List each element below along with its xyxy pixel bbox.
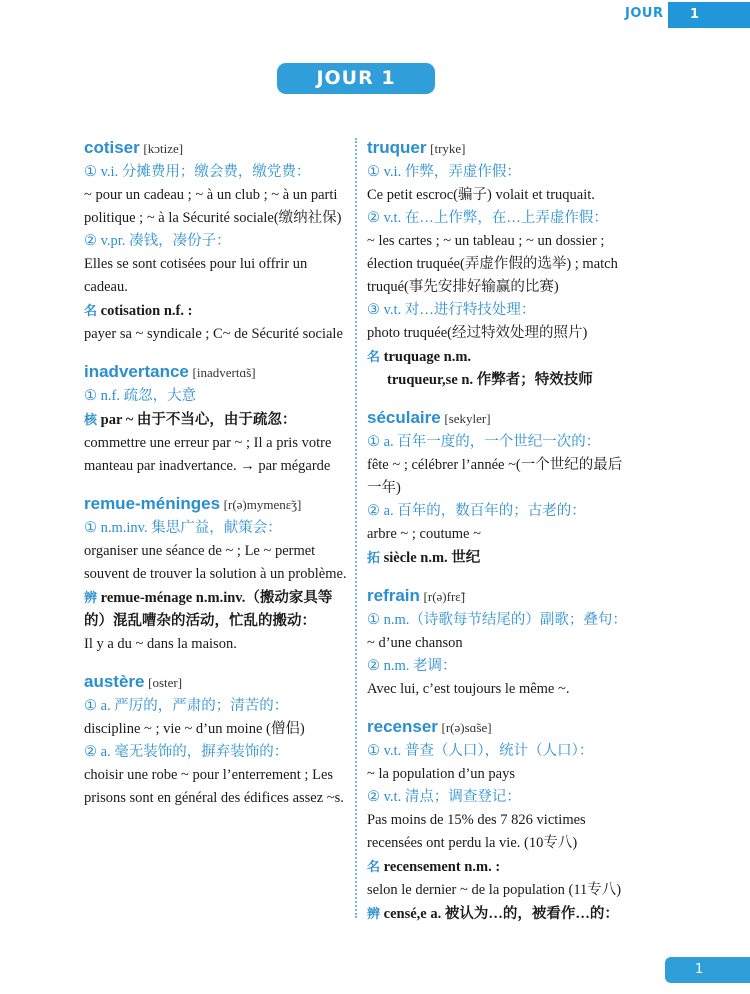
example: discipline ~ ; vie ~ d’un moine (僧侣) bbox=[84, 721, 305, 737]
sense-1: ① a. 百年一度的，一个世纪一次的： bbox=[367, 434, 601, 450]
example: ~ pour un cadeau ; ~ à un club ; ~ à un parti politique ; ~ à la Sécurité sociale(缴纳社保) bbox=[84, 187, 342, 226]
derivative: truqueur,se n. 作弊者；特效技师 bbox=[387, 372, 593, 388]
sense-2: ② a. 毫无装饰的，摒弃装饰的： bbox=[84, 744, 289, 760]
pronunciation: [sekyler] bbox=[444, 411, 491, 426]
derivative: truquage n.m. bbox=[383, 349, 472, 365]
derivative: remue-ménage n.m.inv.（搬动家具等的）混乱嘈杂的活动，忙乱的搬动： bbox=[84, 590, 333, 629]
example: Pas moins de 15% des 7 826 victimes recensées ont perdu la vie. (10专八) bbox=[367, 812, 586, 851]
sense-1: ① a. 严厉的，严肃的；清苦的： bbox=[84, 698, 289, 714]
headword: inadvertance bbox=[84, 362, 189, 381]
noun-mark-icon: 名 bbox=[367, 349, 381, 364]
headword: cotiser bbox=[84, 138, 140, 157]
page-number-tab: 1 bbox=[665, 957, 750, 983]
example: ~ d’une chanson bbox=[367, 635, 463, 651]
headword: truquer bbox=[367, 138, 427, 157]
example: commettre une erreur par ~ ; Il a pris votre manteau par inadvertance. → par mégarde bbox=[84, 435, 332, 474]
phrase: par ~ 由于不当心，由于疏忽： bbox=[100, 412, 297, 428]
sense-1: ① v.i. 分摊费用；缴会费，缴党费： bbox=[84, 164, 311, 180]
noun-mark-icon: 名 bbox=[367, 859, 381, 874]
left-column bbox=[84, 136, 350, 824]
example: selon le dernier ~ de la population (11专八) bbox=[367, 882, 622, 898]
example: Ce petit escroc(骗子) volait et truquait. bbox=[367, 187, 595, 203]
headword: recenser bbox=[367, 717, 438, 736]
example: photo truquée(经过特效处理的照片) bbox=[367, 325, 588, 341]
sense-1: ① v.t. 普查（人口），统计（人口）： bbox=[367, 743, 594, 759]
header-day-tab: 1 bbox=[668, 2, 750, 28]
extend-mark-icon: 拓 bbox=[367, 550, 381, 565]
sense-1: ① n.f. 疏忽，大意 bbox=[84, 388, 197, 404]
core-mark-icon: 核 bbox=[84, 412, 98, 427]
example: arbre ~ ; coutume ~ bbox=[367, 526, 481, 542]
sense-1: ① n.m.inv. 集思广益，献策会： bbox=[84, 520, 282, 536]
example: Avec lui, c’est toujours le même ~. bbox=[367, 681, 570, 697]
example: Elles se sont cotisées pour lui offrir un cadeau. bbox=[84, 256, 308, 295]
pronunciation: [r(ə)sɑ̃se] bbox=[441, 720, 492, 735]
pronunciation: [oster] bbox=[148, 675, 183, 690]
right-column bbox=[367, 136, 635, 940]
pronunciation: [tryke] bbox=[430, 141, 466, 156]
sense-2: ② v.t. 清点；调查登记： bbox=[367, 789, 521, 805]
distinguish-mark-icon: 辨 bbox=[367, 906, 381, 921]
example: Il y a du ~ dans la maison. bbox=[84, 636, 237, 652]
derivative: cotisation n.f. : bbox=[100, 303, 193, 319]
example: choisir une robe ~ pour l’enterrement ; Les prisons sont en général des édifices assez ~s. bbox=[84, 767, 344, 806]
entry-truquer bbox=[367, 136, 635, 392]
entry-seculaire bbox=[367, 406, 635, 570]
headword: austère bbox=[84, 672, 145, 691]
derivative: censé,e a. 被认为…的，被看作…的： bbox=[383, 906, 619, 922]
sense-2: ② n.m. 老调： bbox=[367, 658, 457, 674]
example: fête ~ ; célébrer l’année ~(一个世纪的最后一年) bbox=[367, 457, 623, 496]
entry-refrain bbox=[367, 584, 635, 701]
sense-2: ② a. 百年的，数百年的；古老的： bbox=[367, 503, 586, 519]
distinguish-mark-icon: 辨 bbox=[84, 590, 98, 605]
derivative: siècle n.m. 世纪 bbox=[383, 550, 481, 566]
pronunciation: [kɔtize] bbox=[143, 141, 184, 156]
headword: remue-méninges bbox=[84, 494, 221, 513]
example: ~ la population d’un pays bbox=[367, 766, 515, 782]
sense-3: ③ v.t. 对…进行特技处理： bbox=[367, 302, 536, 318]
sense-2: ② v.t. 在…上作弊，在…上弄虚作假： bbox=[367, 210, 608, 226]
header-day-word: JOUR bbox=[625, 6, 664, 21]
pronunciation: [inadvertɑ̃s] bbox=[192, 365, 256, 380]
entry-recenser bbox=[367, 715, 635, 926]
sense-1: ① v.i. 作弊，弄虚作假： bbox=[367, 164, 521, 180]
example: organiser une séance de ~ ; Le ~ permet souvent de trouver la solution à un problème. bbox=[84, 543, 347, 582]
headword: séculaire bbox=[367, 408, 441, 427]
noun-mark-icon: 名 bbox=[84, 303, 98, 318]
sense-1: ① n.m.（诗歌每节结尾的）副歌；叠句： bbox=[367, 612, 627, 628]
pronunciation: [r(ə)frɛ̃] bbox=[423, 589, 466, 604]
example: ~ les cartes ; ~ un tableau ; ~ un dossier ; élection truquée(弄虚作假的选举) ; match truqué(事先安排好输赢的比赛) bbox=[367, 233, 618, 295]
column-divider bbox=[355, 138, 357, 918]
sense-2: ② v.pr. 凑钱，凑份子： bbox=[84, 233, 231, 249]
pronunciation: [r(ə)mymenɛ̃ʒ] bbox=[223, 497, 302, 512]
example: payer sa ~ syndicale ; C~ de Sécurité sociale bbox=[84, 326, 343, 342]
derivative: recensement n.m. : bbox=[383, 859, 501, 875]
day-title-badge: JOUR 1 bbox=[277, 63, 435, 94]
entry-remue-meninges bbox=[84, 492, 350, 656]
entry-cotiser bbox=[84, 136, 350, 346]
entry-inadvertance bbox=[84, 360, 350, 478]
entry-austere bbox=[84, 670, 350, 810]
headword: refrain bbox=[367, 586, 420, 605]
